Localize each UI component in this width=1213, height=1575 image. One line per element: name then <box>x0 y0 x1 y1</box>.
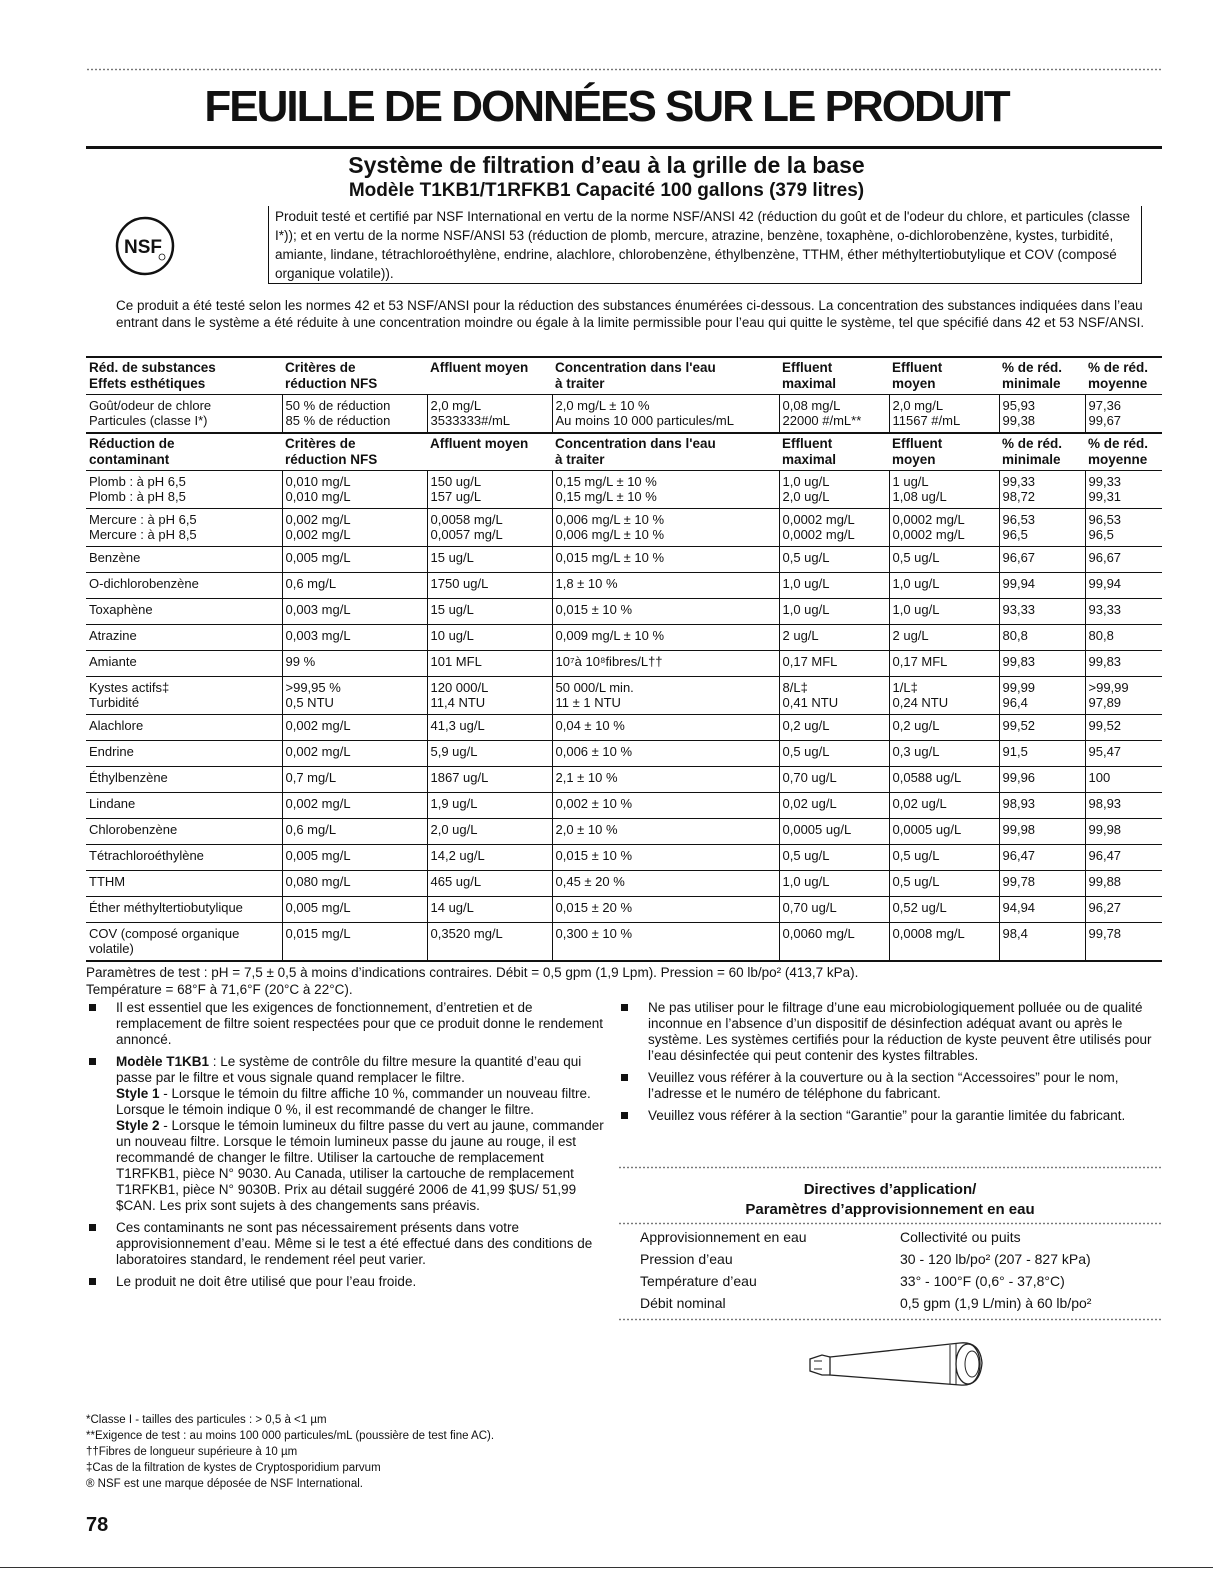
certification-box: Produit testé et certifié par NSF International en vertu de la norme NSF/ANSI 42 (réduction du goût et de l'odeur du chlore, et particules (classe I*)); et en vertu de la norme NSF/ANSI 53 (réduction de plomb, mercure, atrazine, benzène, toxaphène, o-dichlorobenzène, kystes, turbidité, amiante, lindane, tétrachloroéthylène, endrine, alachlore, chlorobenzène, éthylbenzène, TTHM, éther méthyltertiobutylique et COV (composé organique volatile)). <box>268 206 1142 284</box>
table-cell: 0,009 mg/L ± 10 % <box>552 625 779 651</box>
table-row <box>86 677 1162 715</box>
performance-data-table <box>86 356 1162 962</box>
table-cell: 0,002 mg/L <box>282 793 427 819</box>
table-row <box>86 651 1162 677</box>
table-header-cell: Effluent moyen <box>892 360 943 391</box>
application-top-rule <box>618 1166 1162 1169</box>
table-cell: 0,015 mg/L <box>282 923 427 962</box>
application-title <box>618 1180 1162 1220</box>
footnotes <box>86 1412 494 1492</box>
table-cell: 0,70 ug/L <box>779 767 889 793</box>
table-row <box>86 767 1162 793</box>
title-rule <box>86 146 1162 149</box>
table-cell: 1,0 ug/L 2,0 ug/L <box>779 471 889 509</box>
table-cell: Plomb : à pH 6,5 Plomb : à pH 8,5 <box>89 474 186 504</box>
table-cell: 0,2 ug/L <box>889 715 999 741</box>
table-cell: 0,002 mg/L 0,002 mg/L <box>282 509 427 547</box>
table-cell: 98,93 <box>1085 793 1162 819</box>
table-cell: 1,0 ug/L <box>779 871 889 897</box>
nsf-logo-icon <box>115 216 175 276</box>
table-cell: 0,5 ug/L <box>779 741 889 767</box>
table-cell: 0,45 ± 20 % <box>552 871 779 897</box>
table-cell: Benzène <box>89 550 141 565</box>
footnote: **Exigence de test : au moins 100 000 particules/mL (poussière de test fine AC). <box>86 1430 495 1442</box>
table-cell: 465 ug/L <box>427 871 552 897</box>
list-item: Il est essentiel que les exigences de fonctionnement, d’entretien et de remplacement de filtre soient respectées pour que ce produit donne le rendement annoncé. <box>86 1000 606 1048</box>
table-cell: 99,83 <box>1085 651 1162 677</box>
table-row <box>86 395 1162 434</box>
table-cell: 96,47 <box>1085 845 1162 871</box>
table-row <box>86 471 1162 509</box>
table-cell: 80,8 <box>1085 625 1162 651</box>
table-cell: 0,5 ug/L <box>889 547 999 573</box>
table-cell: 0,70 ug/L <box>779 897 889 923</box>
table-cell: 2 ug/L <box>889 625 999 651</box>
table-cell: 91,5 <box>999 741 1085 767</box>
application-value: 0,5 gpm (1,9 L/min) à 60 lb/po² <box>900 1295 1092 1311</box>
table-cell: O-dichlorobenzène <box>89 576 199 591</box>
table-header-cell: % de réd. moyenne <box>1088 436 1149 467</box>
footnote: ‡Cas de la filtration de kystes de Cryptosporidium parvum <box>86 1462 381 1474</box>
footnote: ® NSF est une marque déposée de NSF International. <box>86 1478 363 1490</box>
table-cell: 2,0 mg/L 11567 #/mL <box>889 395 999 434</box>
table-cell: 50 000/L min. 11 ± 1 NTU <box>552 677 779 715</box>
application-title-line1: Directives d’application/ <box>803 1181 977 1198</box>
table-cell: 0,0060 mg/L <box>779 923 889 962</box>
table-row <box>86 625 1162 651</box>
list-item: Veuillez vous référer à la section “Garantie” pour la garantie limitée du fabricant. <box>618 1108 1162 1124</box>
table-cell: 99,94 <box>1085 573 1162 599</box>
table-cell: 0,006 ± 10 % <box>552 741 779 767</box>
application-label: Pression d’eau <box>640 1251 733 1267</box>
table-cell: 50 % de réduction 85 % de réduction <box>282 395 427 434</box>
list-item: Modèle T1KB1 : Le système de contrôle du filtre mesure la quantité d’eau qui passe par le filtre et vous signale quand remplacer le filtre. Style 1 - Lorsque le témoin du filtre affiche 10 %, commander un nouveau filtre. Lorsque le témoin indique 0 %, il est recommandé de changer le filtre. Style 2 - Lorsque le témoin lumineux du filtre passe du vert au jaune, commander un nouveau filtre. Lorsque le témoin lumineux passe du jaune au rouge, il est recommandé de changer le filtre. Utiliser la cartouche de remplacement T1RFKB1, pièce N° 9030. Au Canada, utiliser la cartouche de remplacement T1RFKB1, pièce N° 9030B. Prix au détail suggéré 2006 de 41,99 $US/ 51,99 $CAN. Les prix sont sujets à des changements sans préavis. <box>86 1054 606 1214</box>
table-cell: 96,67 <box>999 547 1085 573</box>
table-header-cell: % de réd. moyenne <box>1088 360 1149 391</box>
application-title-line2: Paramètres d’approvisionnement en eau <box>745 1201 1035 1218</box>
table-cell: 0,3520 mg/L <box>427 923 552 962</box>
table-cell: 99,88 <box>1085 871 1162 897</box>
table-header-cell: Concentration dans l'eau à traiter <box>555 436 716 467</box>
table-cell: 0,0005 ug/L <box>779 819 889 845</box>
table-cell: Kystes actifs‡ Turbidité <box>89 680 170 710</box>
table-cell: 0,17 MFL <box>779 651 889 677</box>
application-bottom-rule <box>618 1318 1162 1321</box>
table-cell: 101 MFL <box>427 651 552 677</box>
table-cell: 96,53 96,5 <box>1085 509 1162 547</box>
list-item: Ces contaminants ne sont pas nécessairement présents dans votre approvisionnement d’eau. Même si le test a été effectué dans des conditions de laboratoires standard, le rendement réel peut varier. <box>86 1220 606 1268</box>
table-header-cell: Réduction de contaminant <box>89 436 175 467</box>
table-cell: 1/L‡ 0,24 NTU <box>889 677 999 715</box>
table-cell: Alachlore <box>89 718 144 733</box>
table-cell: 93,33 <box>1085 599 1162 625</box>
application-row <box>640 1292 1160 1314</box>
table-cell: 0,002 mg/L <box>282 741 427 767</box>
table-cell: 100 <box>1085 767 1162 793</box>
table-cell: 120 000/L 11,4 NTU <box>427 677 552 715</box>
table-cell: 0,0008 mg/L <box>889 923 999 962</box>
table-header-cell: Effluent moyen <box>892 436 943 467</box>
table-cell: 0,15 mg/L ± 10 % 0,15 mg/L ± 10 % <box>552 471 779 509</box>
table-cell: 2,0 ug/L <box>427 819 552 845</box>
table-cell: 0,015 ± 20 % <box>552 897 779 923</box>
table-cell: 1,0 ug/L <box>779 599 889 625</box>
table-cell: 99,52 <box>1085 715 1162 741</box>
nsf-logo-text: NSF <box>124 237 162 258</box>
table-cell: 0,010 mg/L 0,010 mg/L <box>282 471 427 509</box>
table-cell: 1,8 ± 10 % <box>552 573 779 599</box>
table-cell: 2,1 ± 10 % <box>552 767 779 793</box>
table-cell: 99,96 <box>999 767 1085 793</box>
table-cell: 99,33 99,31 <box>1085 471 1162 509</box>
table-header-cell: Affluent moyen <box>430 360 529 375</box>
table-cell: 0,2 ug/L <box>779 715 889 741</box>
table-cell: Tétrachloroéthylène <box>89 848 204 863</box>
table-row <box>86 845 1162 871</box>
table-cell: Chlorobenzène <box>89 822 178 837</box>
table-cell: 10 ug/L <box>427 625 552 651</box>
table-cell: 0,003 mg/L <box>282 625 427 651</box>
table-cell: 80,8 <box>999 625 1085 651</box>
test-parameters: Paramètres de test : pH = 7,5 ± 0,5 à moins d’indications contraires. Débit = 0,5 gpm (1,9 Lpm). Pression = 60 lb/po² (413,7 kPa). Température = 68°F à 71,6°F (20°C à 22°C). <box>86 965 859 997</box>
table-cell: Toxaphène <box>89 602 153 617</box>
table-cell: 0,02 ug/L <box>889 793 999 819</box>
table-header-row <box>86 433 1162 471</box>
application-value: 33° - 100°F (0,6° - 37,8°C) <box>900 1273 1065 1289</box>
table-row <box>86 793 1162 819</box>
table-cell: Lindane <box>89 796 136 811</box>
application-label: Température d’eau <box>640 1273 757 1289</box>
table-cell: 0,005 mg/L <box>282 897 427 923</box>
table-cell: 97,36 99,67 <box>1085 395 1162 434</box>
page-number: 78 <box>86 1514 109 1536</box>
table-cell: 14,2 ug/L <box>427 845 552 871</box>
table-cell: 0,002 mg/L <box>282 715 427 741</box>
table-cell: 41,3 ug/L <box>427 715 552 741</box>
table-header-cell: Critères de réduction NFS <box>285 360 378 391</box>
right-bullet-list <box>618 1000 1162 1130</box>
table-header-cell: Critères de réduction NFS <box>285 436 378 467</box>
table-cell: 95,47 <box>1085 741 1162 767</box>
table-cell: 0,0002 mg/L 0,0002 mg/L <box>889 509 999 547</box>
table-cell: 96,47 <box>999 845 1085 871</box>
footnote: *Classe I - tailles des particules : > 0,5 à <1 µm <box>86 1414 327 1426</box>
table-cell: Goût/odeur de chlore Particules (classe I*) <box>89 398 212 428</box>
table-cell: 0,0588 ug/L <box>889 767 999 793</box>
table-row <box>86 741 1162 767</box>
table-cell: 15 ug/L <box>427 599 552 625</box>
table-cell: 1,0 ug/L <box>889 573 999 599</box>
model-title: Modèle T1KB1/T1RFKB1 Capacité 100 gallons (379 litres) <box>348 180 865 201</box>
filter-cartridge-icon <box>800 1335 1000 1395</box>
table-cell: 0,005 mg/L <box>282 845 427 871</box>
table-header-cell: % de réd. minimale <box>1002 436 1063 467</box>
table-cell: 0,5 ug/L <box>779 547 889 573</box>
table-header-cell: Effluent maximal <box>782 436 837 467</box>
table-row <box>86 897 1162 923</box>
table-header-cell: % de réd. minimale <box>1002 360 1063 391</box>
table-cell: 2,0 mg/L ± 10 % Au moins 10 000 particules/mL <box>552 395 779 434</box>
application-row <box>640 1270 1160 1292</box>
application-row <box>640 1226 1160 1248</box>
table-cell: >99,99 97,89 <box>1085 677 1162 715</box>
table-cell: 0,005 mg/L <box>282 547 427 573</box>
application-table <box>640 1226 1160 1314</box>
table-cell: 0,0002 mg/L 0,0002 mg/L <box>779 509 889 547</box>
table-cell: 0,02 ug/L <box>779 793 889 819</box>
table-cell: 2,0 ± 10 % <box>552 819 779 845</box>
table-cell: 99,78 <box>999 871 1085 897</box>
table-cell: 0,5 ug/L <box>889 845 999 871</box>
table-cell: 99,83 <box>999 651 1085 677</box>
table-cell: 150 ug/L 157 ug/L <box>427 471 552 509</box>
page-title: FEUILLE DE DONNÉES SUR LE PRODUIT <box>204 82 1009 131</box>
table-cell: 96,27 <box>1085 897 1162 923</box>
table-cell: 99,98 <box>999 819 1085 845</box>
table-cell: Endrine <box>89 744 134 759</box>
footnote: ††Fibres de longueur supérieure à 10 µm <box>86 1446 298 1458</box>
table-cell: 0,080 mg/L <box>282 871 427 897</box>
table-cell: 99,94 <box>999 573 1085 599</box>
table-cell: 0,015 ± 10 % <box>552 599 779 625</box>
list-item: Ne pas utiliser pour le filtrage d’une eau microbiologiquement polluée ou de qualité inconnue en l’absence d’un dispositif de désinfection adéquat avant ou après le système. Les systèmes certifiés pour la réduction de kyste peuvent être utilisés pour l’eau désinfectée qui peut contenir des kystes filtrables. <box>618 1000 1162 1064</box>
table-cell: 0,002 ± 10 % <box>552 793 779 819</box>
table-cell: 0,3 ug/L <box>889 741 999 767</box>
table-cell: 96,67 <box>1085 547 1162 573</box>
table-cell: 0,6 mg/L <box>282 819 427 845</box>
table-cell: 98,4 <box>999 923 1085 962</box>
table-cell: 0,0058 mg/L 0,0057 mg/L <box>427 509 552 547</box>
list-item: Veuillez vous référer à la couverture ou à la section “Accessoires” pour le nom, l’adresse et le numéro de téléphone du fabricant. <box>618 1070 1162 1102</box>
table-cell: 95,93 99,38 <box>999 395 1085 434</box>
table-row <box>86 547 1162 573</box>
table-cell: 0,08 mg/L 22000 #/mL** <box>779 395 889 434</box>
table-header-cell: Affluent moyen <box>430 436 529 451</box>
table-cell: 96,53 96,5 <box>999 509 1085 547</box>
table-cell: 93,33 <box>999 599 1085 625</box>
application-label: Approvisionnement en eau <box>640 1229 807 1245</box>
table-row <box>86 871 1162 897</box>
intro-paragraph: Ce produit a été testé selon les normes 42 et 53 NSF/ANSI pour la réduction des substances énumérées ci-dessous. La concentration des substances indiquées dans l’eau entrant dans le système a été réduite à une concentration moindre ou égale à la limite permissible pour l’eau qui quitte le système, tel que spécifié dans 42 et 53 NSF/ANSI. <box>116 298 1145 330</box>
table-header-cell: Concentration dans l'eau à traiter <box>555 360 716 391</box>
table-cell: 99,33 98,72 <box>999 471 1085 509</box>
table-cell: COV (composé organique volatile) <box>89 926 240 956</box>
table-cell: Amiante <box>89 654 137 669</box>
table-cell: 1,9 ug/L <box>427 793 552 819</box>
table-cell: 0,6 mg/L <box>282 573 427 599</box>
table-cell: Éthylbenzène <box>89 770 168 785</box>
table-cell: 15 ug/L <box>427 547 552 573</box>
table-cell: 1 ug/L 1,08 ug/L <box>889 471 999 509</box>
table-cell: 0,300 ± 10 % <box>552 923 779 962</box>
table-cell: 0,015 mg/L ± 10 % <box>552 547 779 573</box>
table-cell: 2 ug/L <box>779 625 889 651</box>
table-cell: 1,0 ug/L <box>889 599 999 625</box>
table-header-cell: Effluent maximal <box>782 360 837 391</box>
table-cell: 0,5 ug/L <box>889 871 999 897</box>
table-cell: 0,003 mg/L <box>282 599 427 625</box>
table-cell: 0,7 mg/L <box>282 767 427 793</box>
table-cell: 10⁷à 10⁸fibres/L†† <box>552 651 779 677</box>
table-cell: 99,98 <box>1085 819 1162 845</box>
table-cell: Mercure : à pH 6,5 Mercure : à pH 8,5 <box>89 512 197 542</box>
left-bullet-list <box>86 1000 606 1296</box>
table-cell: 0,006 mg/L ± 10 % 0,006 mg/L ± 10 % <box>552 509 779 547</box>
table-cell: 1750 ug/L <box>427 573 552 599</box>
table-cell: 94,94 <box>999 897 1085 923</box>
table-cell: 8/L‡ 0,41 NTU <box>779 677 889 715</box>
table-cell: 14 ug/L <box>427 897 552 923</box>
table-cell: 0,04 ± 10 % <box>552 715 779 741</box>
table-header-cell: Réd. de substances Effets esthétiques <box>89 360 216 391</box>
application-label: Débit nominal <box>640 1295 726 1311</box>
table-cell: Éther méthyltertiobutylique <box>89 900 243 915</box>
application-value: Collectivité ou puits <box>900 1229 1021 1245</box>
table-cell: >99,95 % 0,5 NTU <box>282 677 427 715</box>
table-row <box>86 573 1162 599</box>
list-item: Le produit ne doit être utilisé que pour l’eau froide. <box>86 1274 606 1290</box>
table-cell: 99 % <box>282 651 427 677</box>
table-cell: 0,015 ± 10 % <box>552 845 779 871</box>
table-cell: 98,93 <box>999 793 1085 819</box>
table-row <box>86 923 1162 962</box>
table-cell: 99,99 96,4 <box>999 677 1085 715</box>
table-cell: 5,9 ug/L <box>427 741 552 767</box>
application-value: 30 - 120 lb/po² (207 - 827 kPa) <box>900 1251 1091 1267</box>
table-cell: 99,78 <box>1085 923 1162 962</box>
table-row <box>86 509 1162 547</box>
table-row <box>86 599 1162 625</box>
bottom-rule <box>0 1567 1213 1568</box>
table-cell: 0,17 MFL <box>889 651 999 677</box>
table-row <box>86 819 1162 845</box>
table-cell: TTHM <box>89 874 126 889</box>
section-title: Système de filtration d’eau à la grille de la base <box>348 152 865 178</box>
table-cell: 1867 ug/L <box>427 767 552 793</box>
table-cell: Atrazine <box>89 628 137 643</box>
application-mid-rule <box>618 1222 1162 1225</box>
table-cell: 1,0 ug/L <box>779 573 889 599</box>
table-cell: 2,0 mg/L 3533333#/mL <box>427 395 552 434</box>
table-header-row <box>86 357 1162 395</box>
application-row <box>640 1248 1160 1270</box>
table-row <box>86 715 1162 741</box>
table-cell: 0,52 ug/L <box>889 897 999 923</box>
table-cell: 99,52 <box>999 715 1085 741</box>
table-cell: 0,0005 ug/L <box>889 819 999 845</box>
table-cell: 0,5 ug/L <box>779 845 889 871</box>
top-dotted-rule <box>86 68 1162 71</box>
